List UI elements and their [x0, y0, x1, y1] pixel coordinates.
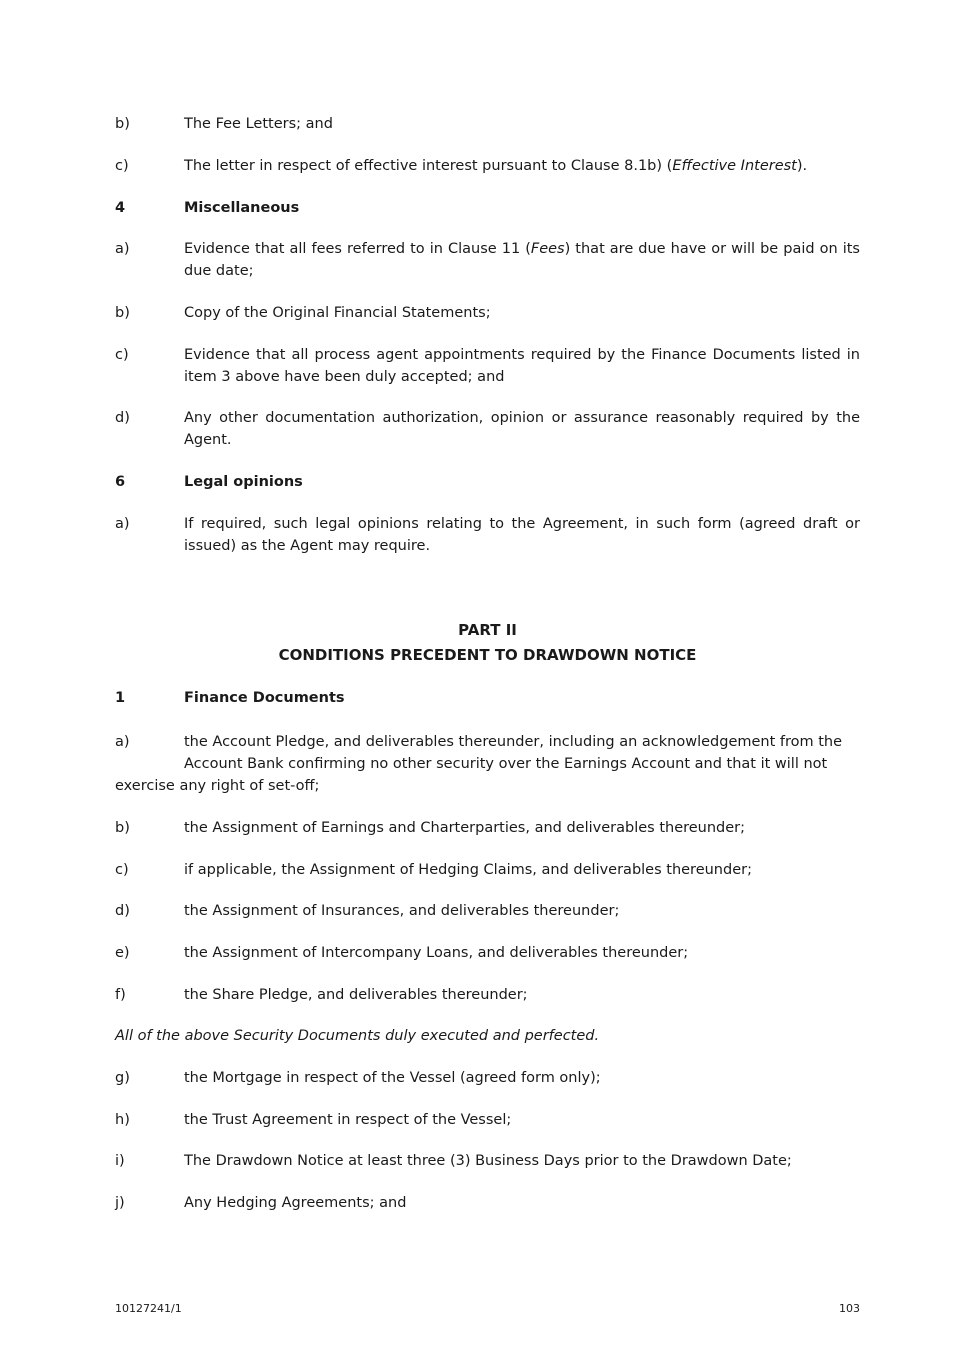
- item-label: c): [115, 158, 129, 174]
- section-heading: [115, 687, 860, 709]
- item-label: a): [115, 734, 130, 750]
- item-text: The Fee Letters; and: [184, 116, 333, 132]
- item-text: the Mortgage in respect of the Vessel (agreed form only);: [184, 1070, 601, 1086]
- list-item: [115, 859, 860, 881]
- part-subtitle: CONDITIONS PRECEDENT TO DRAWDOWN NOTICE: [278, 646, 697, 664]
- section-title: Legal opinions: [184, 474, 303, 490]
- list-item: [115, 113, 860, 135]
- list-item: [115, 407, 860, 451]
- list-item: [115, 238, 860, 282]
- item-label: c): [115, 347, 129, 363]
- list-item: [115, 731, 860, 797]
- item-text: the Assignment of Earnings and Charterparties, and deliverables thereunder;: [184, 820, 746, 836]
- item-label: c): [115, 862, 129, 878]
- section-number: 1: [115, 690, 126, 706]
- item-label: b): [115, 116, 130, 132]
- list-item: [115, 155, 860, 177]
- item-text: the Assignment of Intercompany Loans, and deliverables thereunder;: [184, 945, 689, 961]
- item-label: f): [115, 987, 126, 1003]
- item-text: If required, such legal opinions relating to the Agreement, in such form (agreed draft or issued) as the Agent may require.: [184, 516, 860, 554]
- section-number: 6: [115, 474, 126, 490]
- list-item: [115, 302, 860, 324]
- item-text: The letter in respect of effective interest pursuant to Clause 8.1b) (Effective Interest).: [184, 158, 808, 174]
- section-heading: [115, 471, 860, 493]
- item-text: Any Hedging Agreements; and: [184, 1195, 407, 1211]
- item-text-line: Account Bank confirming no other security over the Earnings Account and that it will not: [184, 756, 828, 772]
- item-label: b): [115, 305, 130, 321]
- item-label: d): [115, 903, 130, 919]
- list-item: [115, 344, 860, 388]
- clause-reference: Fees: [530, 241, 565, 257]
- section-number: 4: [115, 200, 126, 216]
- clause-reference: Effective Interest: [672, 158, 797, 174]
- item-text: Evidence that all process agent appointments required by the Finance Documents listed in item 3 above have been duly accepted; and: [184, 347, 860, 385]
- document-reference: 10127241/1: [115, 1302, 182, 1315]
- item-label: d): [115, 410, 130, 426]
- item-text: Copy of the Original Financial Statements;: [184, 305, 491, 321]
- item-label: a): [115, 241, 130, 257]
- list-item: [115, 942, 860, 964]
- item-text: if applicable, the Assignment of Hedging Claims, and deliverables thereunder;: [184, 862, 752, 878]
- list-item: [115, 1067, 860, 1089]
- item-text-line: exercise any right of set-off;: [115, 778, 320, 794]
- section-heading: [115, 197, 860, 219]
- list-item: [115, 1150, 860, 1172]
- item-text-line: the Account Pledge, and deliverables thereunder, including an acknowledgement from the: [184, 734, 843, 750]
- list-item: [115, 1109, 860, 1131]
- item-text: Any other documentation authorization, opinion or assurance reasonably required by the Agent.: [184, 410, 860, 448]
- list-item: [115, 513, 860, 557]
- page-number: 103: [839, 1302, 860, 1315]
- item-label: e): [115, 945, 130, 961]
- security-documents-note: All of the above Security Documents duly executed and perfected.: [115, 1028, 600, 1044]
- list-item: [115, 900, 860, 922]
- item-label: j): [115, 1195, 125, 1211]
- section-title: Miscellaneous: [184, 200, 300, 216]
- section-title: Finance Documents: [184, 690, 345, 706]
- item-label: h): [115, 1112, 130, 1128]
- item-text: the Assignment of Insurances, and deliverables thereunder;: [184, 903, 620, 919]
- item-label: i): [115, 1153, 125, 1169]
- item-label: b): [115, 820, 130, 836]
- item-text: the Share Pledge, and deliverables thereunder;: [184, 987, 528, 1003]
- item-text: The Drawdown Notice at least three (3) Business Days prior to the Drawdown Date;: [184, 1153, 792, 1169]
- item-text: Evidence that all fees referred to in Clause 11 (Fees) that are due have or will be paid on its due date;: [184, 241, 860, 279]
- part-title: PART II: [458, 621, 517, 639]
- list-item: [115, 817, 860, 839]
- list-item: [115, 1192, 860, 1214]
- item-label: g): [115, 1070, 130, 1086]
- item-text: the Trust Agreement in respect of the Vessel;: [184, 1112, 512, 1128]
- list-item: [115, 984, 860, 1006]
- item-label: a): [115, 516, 130, 532]
